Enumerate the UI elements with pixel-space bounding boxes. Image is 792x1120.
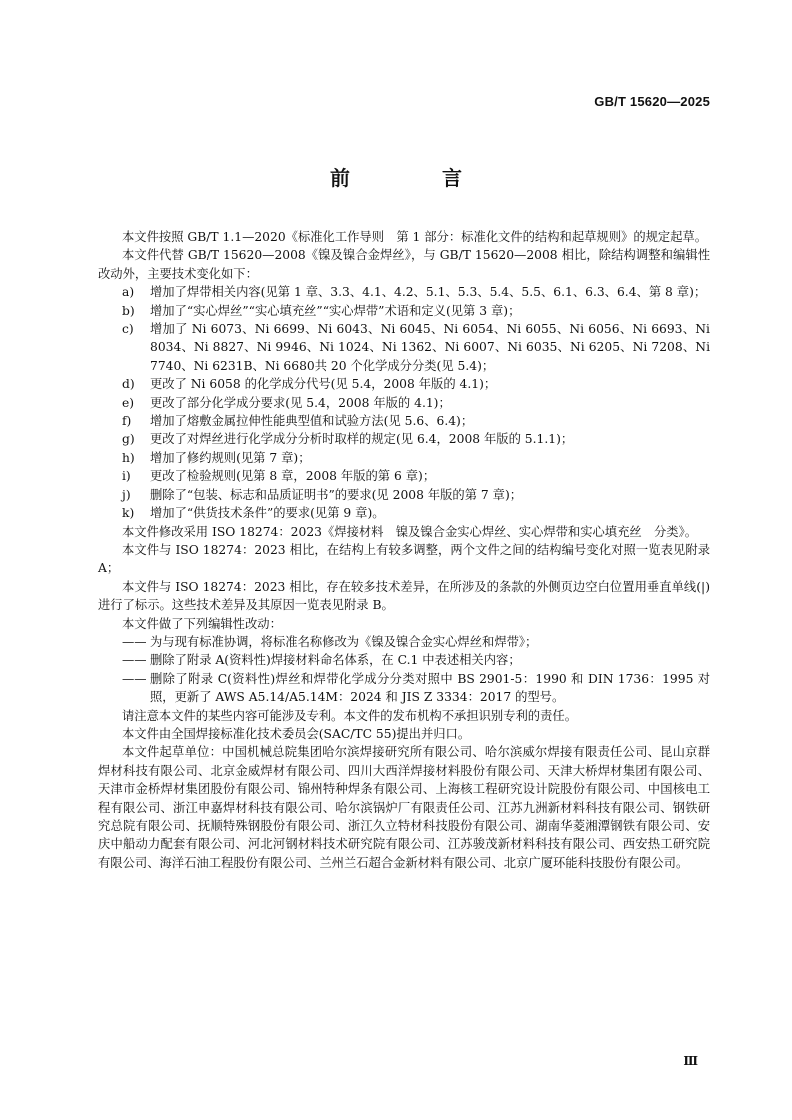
list-item [98,430,710,448]
list-item [98,412,710,430]
document-body [98,228,710,872]
page-title: 前 言 [330,166,498,190]
list-marker: j) [122,487,131,502]
list-marker: e) [122,395,135,410]
paragraph-patent-notice: 请注意本文件的某些内容可能涉及专利。本文件的发布机构不承担识别专利的责任。 [122,708,577,723]
list-item-text: 删除了附录 A(资料性)焊接材料命名体系，在 C.1 中表述相关内容； [150,653,521,668]
list-item-text: 更改了对焊丝进行化学成分分析时取样的规定(见 6.4，2008 年版的 5.1.1)； [150,432,574,447]
list-marker: h) [122,450,135,465]
list-marker: k) [122,506,135,521]
list-item-text: 增加了“实心焊丝”“实心填充丝”“实心焊带”术语和定义(见第 3 章)； [150,303,521,318]
list-marker: g) [122,432,135,447]
list-item [98,670,710,707]
paragraph-technical-diff: 本文件与 ISO 18274：2023 相比，存在较多技术差异，在所涉及的条款的外侧页边空白位置用垂直单线(|)进行了标示。这些技术差异及其原因一览表见附录 B。 [98,579,710,613]
list-item [98,394,710,412]
list-item-text: 增加了 Ni 6073、Ni 6699、Ni 6043、Ni 6045、Ni 6054、Ni 6055、Ni 6056、Ni 6693、Ni 8034、Ni 8827、Ni 9946、Ni 1024、Ni 1362、Ni 6007、Ni 6035、Ni 6205、Ni 7208、Ni 7740、Ni 6231B、Ni 6680共 20 个化学成分分类(见 5.4)； [150,322,710,373]
list-item-text: 更改了部分化学成分要求(见 5.4，2008 年版的 4.1)； [150,395,451,410]
list-item-text: 增加了“供货技术条件”的要求(见第 9 章)。 [150,506,385,521]
page-number: Ⅲ [683,1054,698,1068]
standard-id: GB/T 15620—2025 [594,94,710,109]
list-item [98,633,710,651]
list-marker: f) [122,414,132,429]
paragraph-drafting-rule: 本文件按照 GB/T 1.1—2020《标准化工作导则 第 1 部分：标准化文件的结构和起草规则》的规定起草。 [122,230,708,244]
list-item [98,302,710,320]
list-item [98,375,710,393]
list-item-text: 增加了熔敷金属拉伸性能典型值和试验方法(见 5.6、6.4)； [150,414,474,429]
paragraph-replacement: 本文件代替 GB/T 15620—2008《镍及镍合金焊丝》，与 GB/T 15620—2008 相比，除结构调整和编辑性改动外，主要技术变化如下： [98,248,710,281]
list-item-text: 删除了附录 C(资料性)焊丝和焊带化学成分分类对照中 BS 2901-5：1990 和 DIN 1736：1995 对照，更新了 AWS A5.14/A5.14M：2024 和 JIS Z 3334：2017 的型号。 [150,671,710,705]
paragraph-editorial-intro: 本文件做了下列编辑性改动： [122,616,282,631]
dash-marker: —— [122,653,147,668]
list-item [98,449,710,467]
list-marker: b) [122,303,135,318]
paragraph-committee: 本文件由全国焊接标准化技术委员会(SAC/TC 55)提出并归口。 [122,726,471,741]
list-item-text: 增加了焊带相关内容(见第 1 章、3.3、4.1、4.2、5.1、5.3、5.4、5.5、6.1、6.3、6.4、第 8 章)； [150,285,707,300]
editorial-list [98,633,710,707]
list-item [98,486,710,504]
paragraph-drafting-units: 本文件起草单位：中国机械总院集团哈尔滨焊接研究所有限公司、哈尔滨威尔焊接有限责任公司、昆山京群焊材科技有限公司、北京金威焊材有限公司、四川大西洋焊接材料股份有限公司、天津大桥焊材集团有限公司、天津市金桥焊材集团股份有限公司、锦州特种焊条有限公司、上海核工程研究设计院股份有限公司、中国核电工程有限公司、浙江申嘉焊材科技有限公司、哈尔滨锅炉厂有限责任公司、江苏九洲新材料科技有限公司、钢铁研究总院有限公司、抚顺特殊钢股份有限公司、浙江久立特材科技股份有限公司、湖南华菱湘潭钢铁有限公司、安庆中船动力配套有限公司、河北河钢材料技术研究院有限公司、江苏骏茂新材料科技有限公司、西安热工研究院有限公司、海洋石油工程股份有限公司、兰州兰石超合金新材料有限公司、北京广厦环能科技股份有限公司。 [98,745,710,870]
changes-list [98,283,710,522]
list-item-text: 删除了“包装、标志和品质证明书”的要求(见 2008 年版的第 7 章)； [150,487,523,502]
dash-marker: —— [122,671,147,686]
list-item [98,283,710,301]
list-item [98,320,710,375]
list-marker: a) [122,285,135,300]
dash-marker: —— [122,634,147,649]
list-item-text: 为与现有标准协调，将标准名称修改为《镍及镍合金实心焊丝和焊带》； [150,634,538,649]
list-item [98,467,710,485]
paragraph-structure-diff: 本文件与 ISO 18274：2023 相比，在结构上有较多调整，两个文件之间的结构编号变化对照一览表见附录 A； [98,542,710,576]
list-marker: c) [122,322,134,337]
list-marker: d) [122,377,135,392]
list-item [98,651,710,669]
list-item-text: 更改了检验规则(见第 8 章，2008 年版的第 6 章)； [150,469,436,484]
list-item [98,504,710,522]
list-item-text: 增加了修约规则(见第 7 章)； [150,450,311,465]
list-marker: i) [122,469,131,484]
list-item-text: 更改了 Ni 6058 的化学成分代号(见 5.4，2008 年版的 4.1)； [150,377,497,392]
paragraph-iso-adoption: 本文件修改采用 ISO 18274：2023《焊接材料 镍及镍合金实心焊丝、实心焊带和实心填充丝 分类》。 [122,524,698,539]
